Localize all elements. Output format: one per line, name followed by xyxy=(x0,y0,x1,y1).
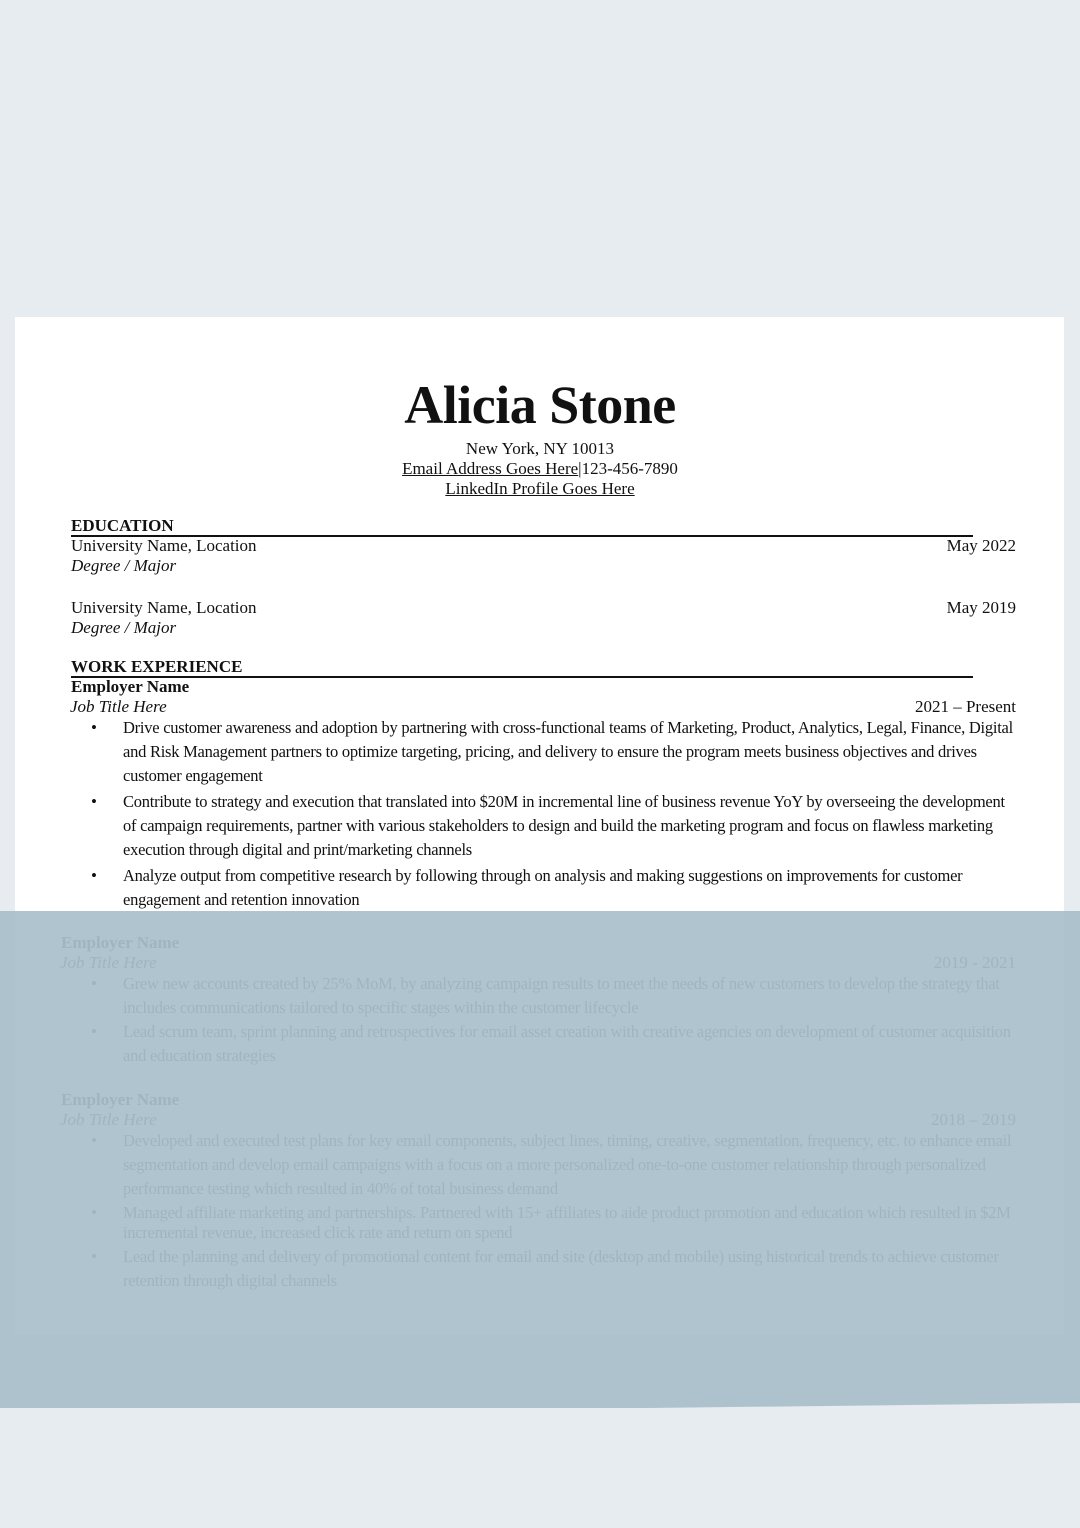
bullet-item: • Contribute to strategy and execution that translated into $20M in incremental line of business revenue YoY by overseeing the development of campaign requirements, partner with various stakeholders to design and build the marketing program and focus on flawless marketing execution through digital and print/marketing channels xyxy=(71,790,1021,862)
education-date: May 2022 xyxy=(946,536,1016,555)
linkedin-link-row xyxy=(0,479,1080,499)
education-school: University Name, Location xyxy=(71,536,257,555)
work-experience-heading: WORK EXPERIENCE xyxy=(71,657,973,678)
employer-name: Employer Name xyxy=(71,677,190,696)
bullet-item: • Analyze output from competitive research by following through on analysis and making suggestions on improvements for customer engagement and retention innovation xyxy=(71,864,1021,912)
phone: |123-456-7890 xyxy=(578,459,678,478)
candidate-name: Alicia Stone xyxy=(404,375,676,435)
blur-overlay xyxy=(0,911,1080,1408)
job-dates: 2021 – Present xyxy=(914,697,1016,716)
job-bullets xyxy=(71,716,1021,912)
education-degree: Degree / Major xyxy=(71,618,177,637)
education-degree: Degree / Major xyxy=(71,556,177,575)
education-heading: EDUCATION xyxy=(71,516,973,537)
email-link[interactable]: Email Address Goes Here xyxy=(402,459,579,478)
location: New York, NY 10013 xyxy=(465,439,615,458)
contact-line xyxy=(0,459,1080,479)
education-date: May 2019 xyxy=(946,598,1016,617)
bullet-item: • Drive customer awareness and adoption by partnering with cross-functional teams of Marketing, Product, Analytics, Legal, Finance, Digital and Risk Management partners to optimize targeting, pricing, and delivery to ensure the program meets business objectives and drives customer engagement xyxy=(71,716,1021,788)
job-title: Job Title Here xyxy=(70,697,167,716)
education-school: University Name, Location xyxy=(71,598,257,617)
linkedin-link[interactable]: LinkedIn Profile Goes Here xyxy=(445,479,635,498)
